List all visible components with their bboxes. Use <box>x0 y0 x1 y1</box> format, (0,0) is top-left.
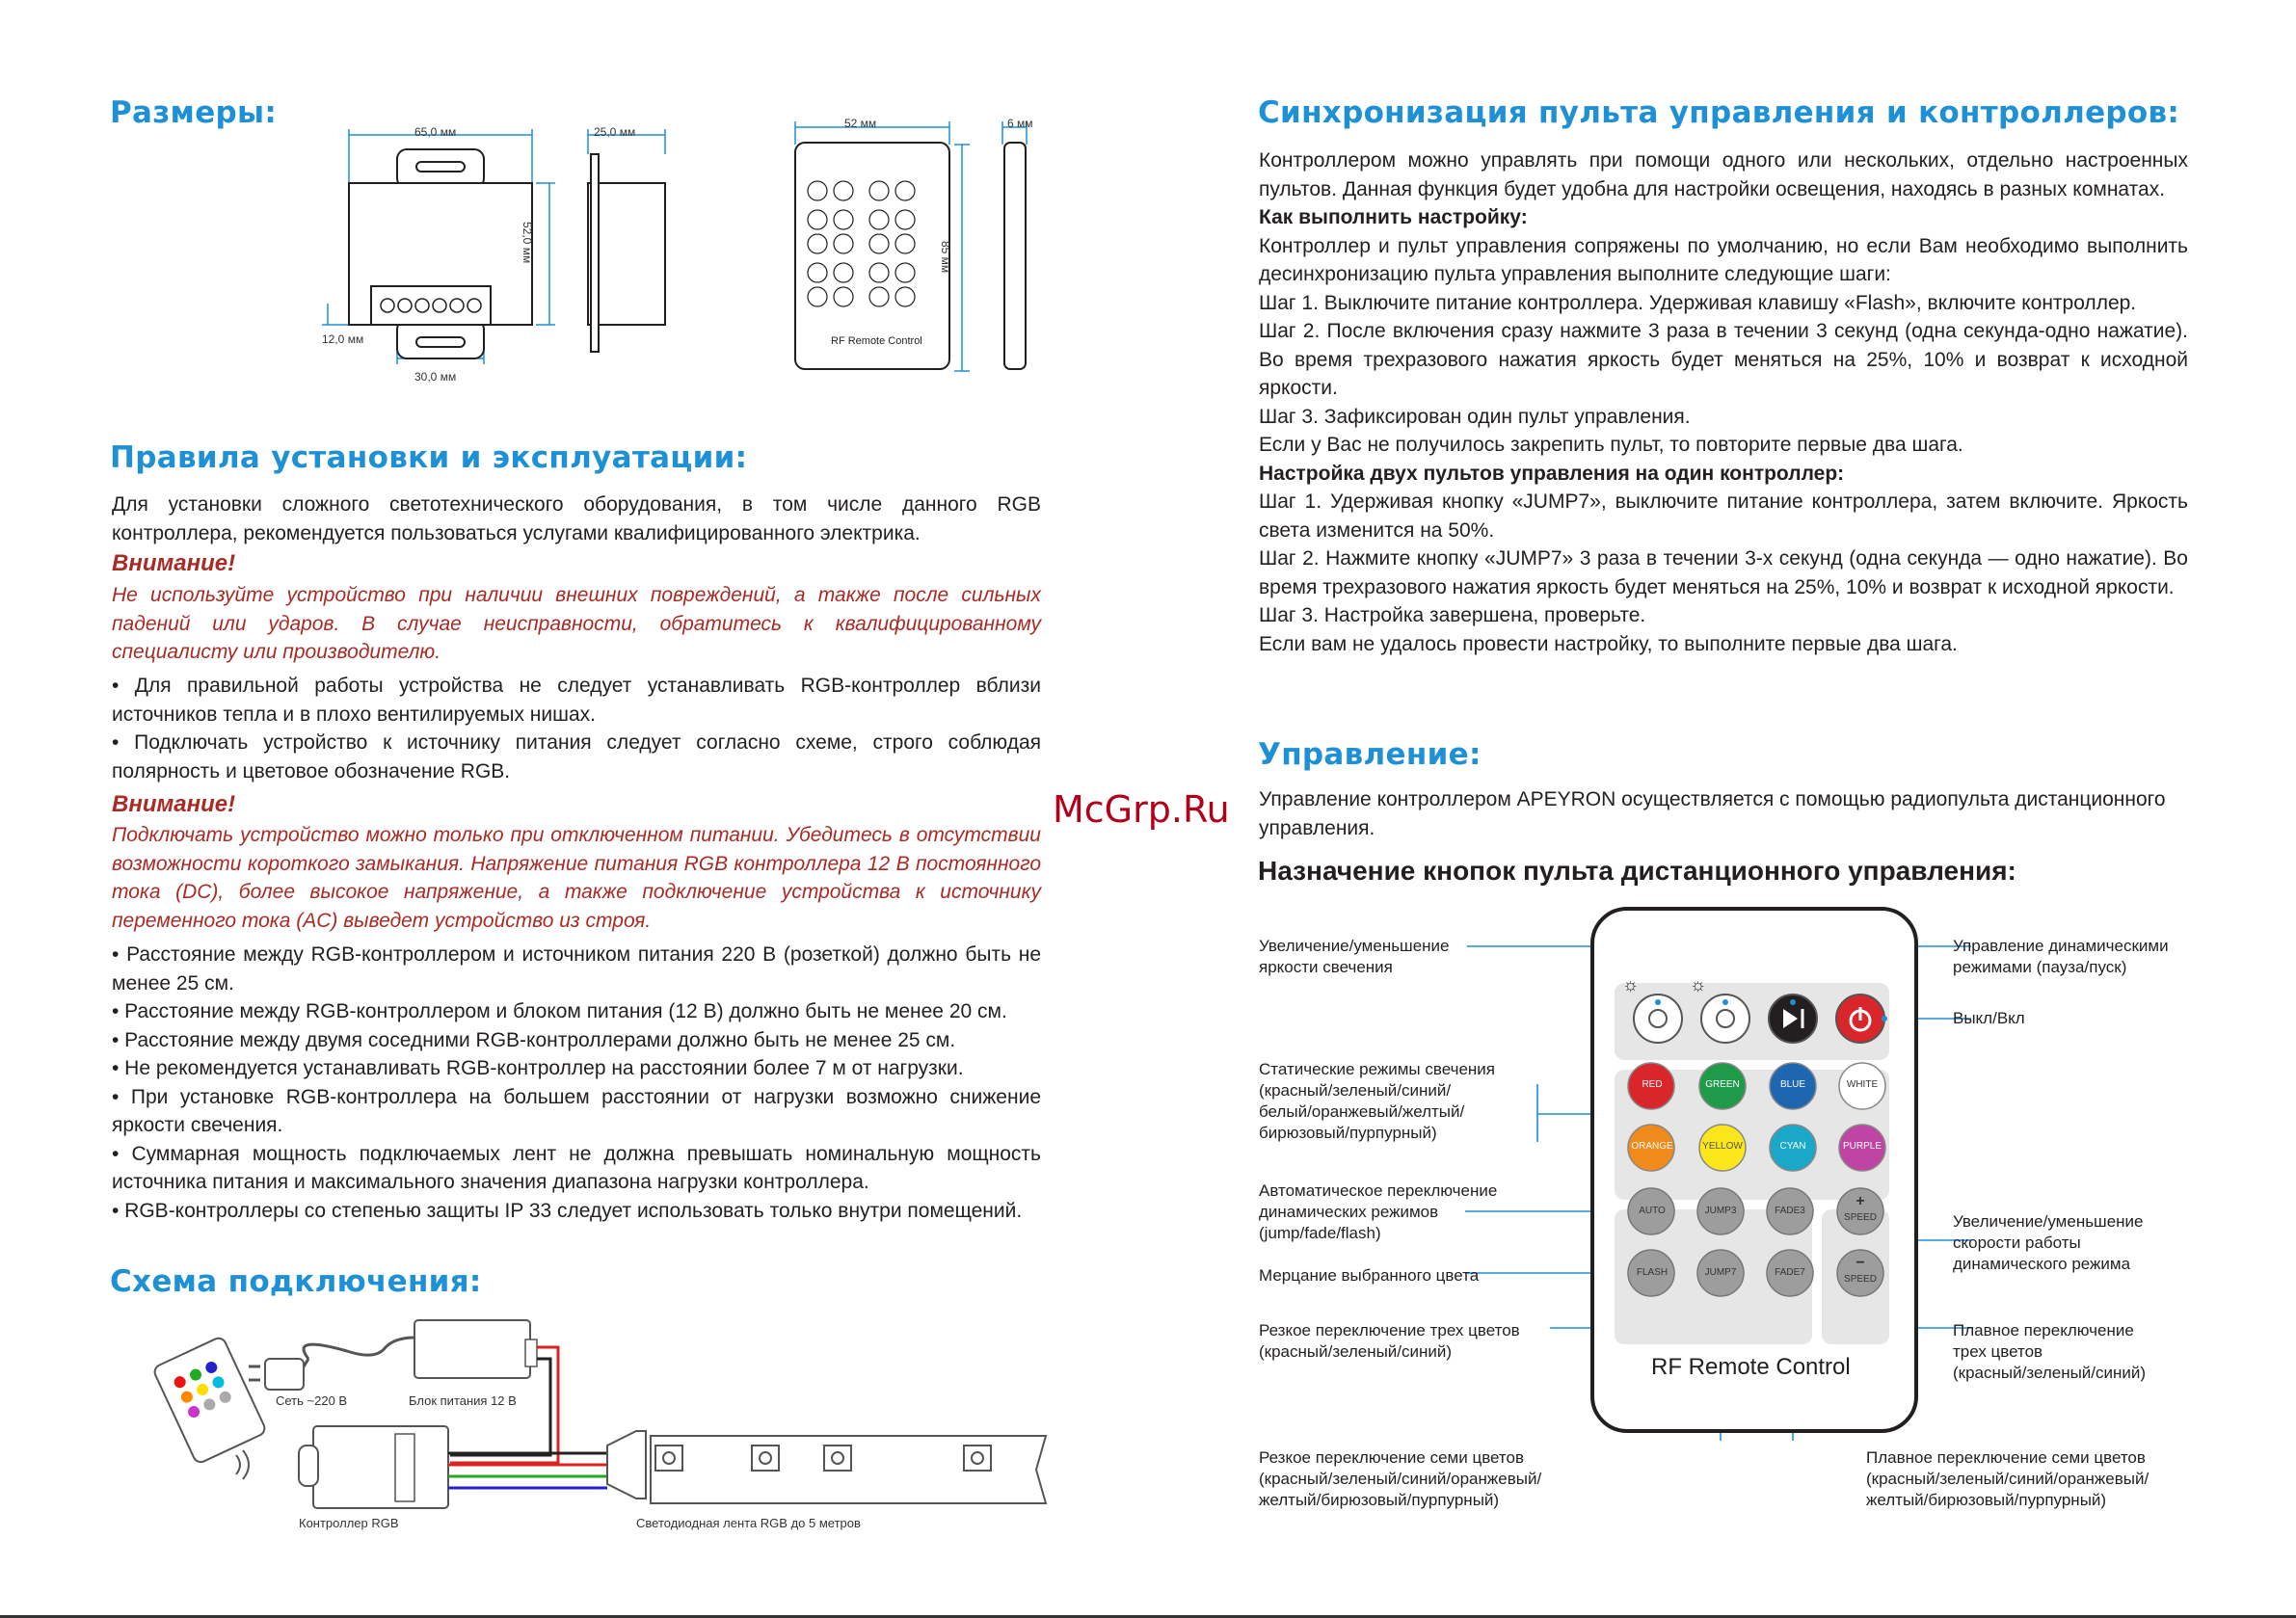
remote-mini-label: RF Remote Control <box>831 335 922 347</box>
distance-item: • Не рекомендуется устанавливать RGB-контроллер на расстоянии более 7 м от нагрузки. <box>112 1057 964 1079</box>
callout-pause: Управление динамическими режимами (пауза/пуск) <box>1953 937 2169 976</box>
rules-title: Правила установки и эксплуатации: <box>110 440 748 475</box>
watermark: McGrp.Ru <box>1053 788 1230 831</box>
orange-button[interactable]: ORANGE <box>1631 1141 1673 1152</box>
sync-intro: Контроллером можно управлять при помощи одного или нескольких, отдельно настроенных пультов. Данная функция будет удобна для настройки освещения, находясь в разных комнатах. <box>1259 149 2188 200</box>
mains-label: Сеть ~220 В <box>276 1393 348 1408</box>
controller-label: Контроллер RGB <box>299 1516 399 1530</box>
rules-intro: Для установки сложного светотехнического оборудования, в том числе данного RGB контроллера, рекомендуется пользоваться услугами квалифицированного электрика. <box>112 493 1041 544</box>
sync-step: Шаг 2. После включения сразу нажмите 3 раза в течении 3 секунд (одна секунда-одно нажатие). Во время трехразового нажатия яркость будет меняться на 25%, 10% и возврат к исходной яркости. <box>1259 320 2188 399</box>
sizes-title: Размеры: <box>110 95 278 130</box>
warning-heading-2: Внимание! <box>112 791 236 817</box>
distance-item: • Расстояние между двумя соседними RGB-контроллерами должно быть не менее 25 см. <box>112 1028 956 1051</box>
distance-item: • При установке RGB-контроллера на большем расстоянии от нагрузки возможно снижение яркости свечения. <box>112 1085 1041 1136</box>
sync-step: Шаг 3. Настройка завершена, проверьте. <box>1259 604 1646 626</box>
distance-list <box>112 941 1041 1225</box>
wiring-title: Схема подключения: <box>110 1264 482 1299</box>
callout-jump3: Резкое переключение трех цветов (красный/зеленый/синий) <box>1259 1321 1520 1361</box>
blue-button[interactable]: BLUE <box>1779 1079 1806 1090</box>
speed-minus-icon: − <box>1855 1255 1865 1271</box>
sync-text <box>1259 146 2188 658</box>
wiring-diagram <box>106 1311 1060 1532</box>
callout-flash: Мерцание выбранного цвета <box>1259 1266 1480 1285</box>
sync-heading-two: Настройка двух пультов управления на один контроллер: <box>1259 462 1845 485</box>
flash-button[interactable]: FLASH <box>1636 1267 1669 1278</box>
brightness-down-icon[interactable]: ☼ <box>1690 975 1707 995</box>
sync-note: Если у Вас не получилось закрепить пульт, то повторите первые два шага. <box>1259 434 1963 456</box>
cyan-button[interactable]: CYAN <box>1779 1141 1806 1152</box>
brightness-up-icon[interactable]: ☼ <box>1622 975 1640 995</box>
callout-jump7: Резкое переключение семи цветов (красный/зеленый/синий/оранжевый/ желтый/бирюзовый/пурпурный) <box>1259 1448 1542 1509</box>
psu-label: Блок питания 12 В <box>409 1393 517 1408</box>
distance-item: • Расстояние между RGB-контроллером и блоком питания (12 В) должно быть не менее 20 см. <box>112 1000 1007 1022</box>
purple-button[interactable]: PURPLE <box>1842 1141 1882 1152</box>
yellow-button[interactable]: YELLOW <box>1702 1141 1743 1152</box>
distance-item: • RGB-контроллеры со степенью защиты IP 33 следует использовать только внутри помещений. <box>112 1199 1023 1222</box>
buttons-subtitle: Назначение кнопок пульта дистанционного управления: <box>1258 856 2016 886</box>
warning-text-1: Не используйте устройство при наличии внешних повреждений, а также после сильных падений или ударов. В случае неисправности, обратитесь к квалифицированному специалисту или производителю. <box>112 584 1041 663</box>
dim-65: 65,0 мм <box>414 125 457 139</box>
rule-bullet-polarity: • Подключать устройство к источнику питания следует согласно схеме, строго соблюдая полярность и цветовое обозначение RGB. <box>112 731 1041 782</box>
green-button[interactable]: GREEN <box>1705 1079 1740 1090</box>
dim-25: 25,0 мм <box>594 125 636 139</box>
jump7-button[interactable]: JUMP7 <box>1704 1267 1737 1278</box>
sync-step: Шаг 1. Выключите питание контроллера. Удерживая клавишу «Flash», включите контроллер. <box>1259 291 2137 314</box>
remote-brand-label: RF Remote Control <box>1651 1354 1851 1380</box>
jump3-button[interactable]: JUMP3 <box>1704 1206 1737 1216</box>
sync-note: Если вам не удалось провести настройку, то выполните первые два шага. <box>1259 632 1958 655</box>
strip-label: Светодиодная лента RGB до 5 метров <box>636 1516 861 1530</box>
callout-brightness: Увеличение/уменьшение яркости свечения <box>1259 937 1450 976</box>
distance-item: • Суммарная мощность подключаемых лент не должна превышать номинальную мощность источника питания и максимального значения диапазона нагрузки контроллера. <box>112 1142 1041 1193</box>
auto-button[interactable]: AUTO <box>1639 1206 1666 1216</box>
callout-fade3: Плавное переключение трех цветов (красный/зеленый/синий) <box>1953 1321 2147 1382</box>
dim-85: 85 мм <box>939 241 952 274</box>
sync-step: Шаг 3. Зафиксирован один пульт управления. <box>1259 405 1691 428</box>
control-title: Управление: <box>1258 737 1482 772</box>
speed-up-button[interactable]: SPEED <box>1844 1212 1877 1223</box>
callout-speed: Увеличение/уменьшение скорости работы динамического режима <box>1953 1212 2144 1273</box>
fade7-button[interactable]: FADE7 <box>1775 1267 1805 1278</box>
sync-step: Шаг 1. Удерживая кнопку «JUMP7», выключите питание контроллера, затем включите. Яркость света изменится на 50%. <box>1259 491 2188 542</box>
control-intro: Управление контроллером APEYRON осуществляется с помощью радиопульта дистанционного управления. <box>1259 788 2166 839</box>
callout-fade7: Плавное переключение семи цветов (красный/зеленый/синий/оранжевый/ желтый/бирюзовый/пурпурный) <box>1866 1448 2149 1509</box>
rule-bullet-heat: • Для правильной работы устройства не следует устанавливать RGB-контроллер вблизи источников тепла и в плохо вентилируемых нишах. <box>112 675 1041 726</box>
sync-heading-how: Как выполнить настройку: <box>1259 206 1528 228</box>
sync-title: Синхронизация пульта управления и контроллеров: <box>1258 95 2180 130</box>
callout-power: Выкл/Вкл <box>1953 1009 2025 1027</box>
callout-static-modes: Статические режимы свечения (красный/зеленый/синий/ белый/оранжевый/желтый/ бирюзовый/пурпурный) <box>1259 1060 1496 1142</box>
fade3-button[interactable]: FADE3 <box>1775 1206 1805 1216</box>
red-button[interactable]: RED <box>1642 1079 1663 1090</box>
dim-30: 30,0 мм <box>414 370 457 384</box>
distance-item: • Расстояние между RGB-контроллером и источником питания 220 В (розеткой) должно быть не менее 25 см. <box>112 943 1041 995</box>
sync-desc: Контроллер и пульт управления сопряжены по умолчанию, но если Вам необходимо выполнить десинхронизацию пульта управления выполните следующие шаги: <box>1259 234 2188 285</box>
sync-step: Шаг 2. Нажмите кнопку «JUMP7» 3 раза в течении 3-х секунд (одна секунда — одно нажатие). Во время трехразового нажатия яркость будет меняться на 25%, 10% и возврат к исходной яркости. <box>1259 547 2188 598</box>
white-button[interactable]: WHITE <box>1846 1079 1879 1090</box>
warning-text-2: Подключать устройство можно только при отключенном питании. Убедитесь в отсутствии возможности короткого замыкания. Напряжение питания RGB контроллера 12 В постоянного тока (DC), более высокое напряжение, а также подключение устройства к источнику переменного тока (AC) выведет устройство из строя. <box>112 824 1041 932</box>
dim-52-remote: 52 мм <box>844 117 877 130</box>
dim-52-height: 52,0 мм <box>521 222 534 264</box>
dim-12: 12,0 мм <box>322 332 364 346</box>
warning-heading-1: Внимание! <box>112 550 236 576</box>
dim-6: 6 мм <box>1007 117 1033 130</box>
speed-plus-icon: + <box>1855 1193 1865 1209</box>
speed-down-button[interactable]: SPEED <box>1844 1274 1877 1285</box>
callout-auto: Автоматическое переключение динамических режимов (jump/fade/flash) <box>1259 1181 1498 1242</box>
